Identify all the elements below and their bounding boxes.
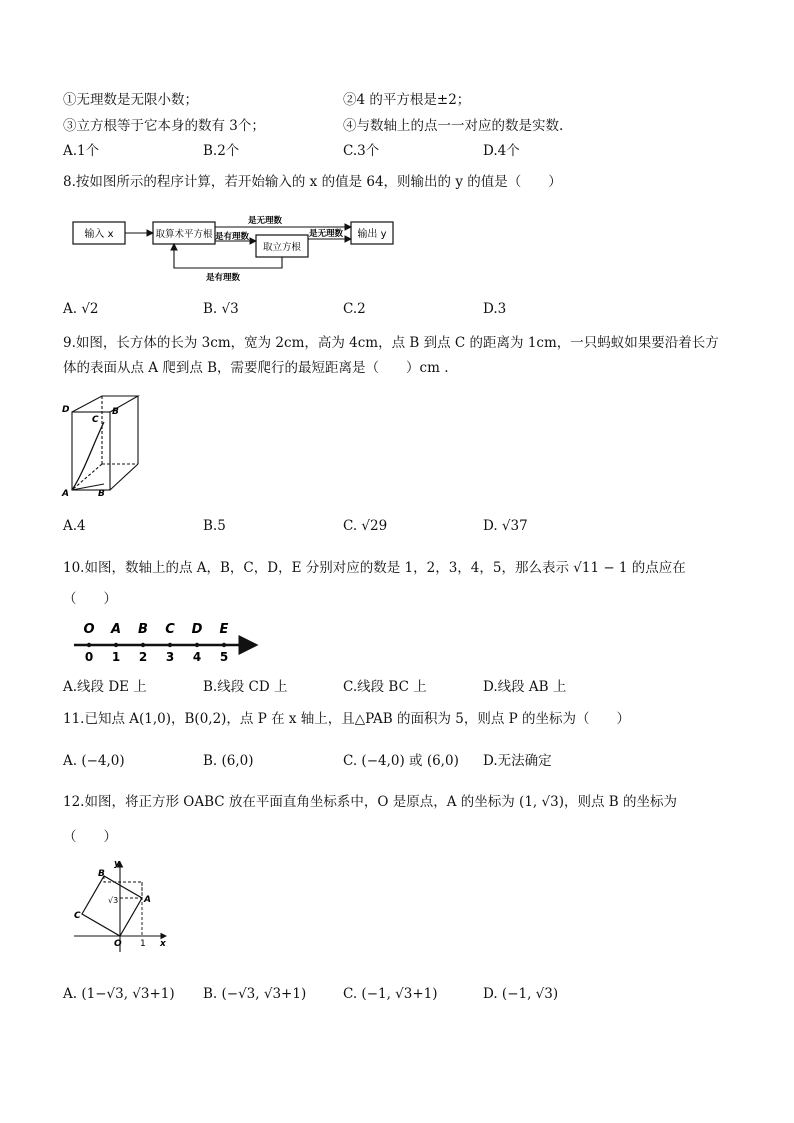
q12-label-o: O bbox=[114, 939, 122, 949]
q7-statement-4: ④与数轴上的点一一对应的数是实数. bbox=[343, 118, 564, 134]
number-line-tick-0: 0 bbox=[84, 650, 94, 664]
q12-label-sqrt3: √3 bbox=[108, 896, 119, 905]
flow-label-irrational-2: 是无理数 bbox=[309, 229, 344, 239]
q8-flowchart bbox=[68, 212, 398, 284]
q11-option-c: C. (−4,0) 或 (6,0) bbox=[343, 753, 459, 769]
number-line-tick-2: 2 bbox=[138, 650, 148, 664]
q12-coordinate-figure bbox=[70, 856, 174, 954]
number-line-label-b: B bbox=[138, 622, 148, 637]
q10-option-a: A.线段 DE 上 bbox=[63, 679, 147, 695]
number-line-point-e bbox=[222, 643, 226, 647]
q8-option-d: D.3 bbox=[483, 301, 507, 317]
number-line-point-a bbox=[114, 643, 118, 647]
q10-option-b: B.线段 CD 上 bbox=[203, 679, 288, 695]
q8-question: 8.按如图所示的程序计算，若开始输入的 x 的值是 64，则输出的 y 的值是（ ） bbox=[63, 174, 562, 190]
q11-option-a: A. (−4,0) bbox=[63, 753, 125, 769]
number-line-label-d: D bbox=[191, 622, 203, 637]
q10-option-c: C.线段 BC 上 bbox=[343, 679, 427, 695]
ant-path-curve bbox=[72, 422, 104, 490]
number-line-point-c bbox=[168, 643, 172, 647]
q9-question-line-1: 9.如图，长方体的长为 3cm，宽为 2cm，高为 4cm，点 B 到点 C 的距离为 1cm，一只蚂蚁如果要沿着长方 bbox=[63, 335, 719, 351]
flow-label-irrational-1: 是无理数 bbox=[248, 216, 283, 226]
number-line-label-e: E bbox=[219, 622, 229, 637]
q7-option-a: A.1个 bbox=[63, 143, 100, 159]
cuboid-label-c: C bbox=[92, 415, 99, 425]
q10-question-line-1: 10.如图，数轴上的点 A，B，C，D，E 分别对应的数是 1，2，3，4，5，那么表示 √11 − 1 的点应在 bbox=[63, 560, 686, 576]
q12-option-c: C. (−1, √3+1) bbox=[343, 986, 438, 1002]
q11-option-b: B. (6,0) bbox=[203, 753, 254, 769]
cuboid-label-b-top: B bbox=[112, 407, 119, 417]
q8-option-b: B. √3 bbox=[203, 301, 239, 317]
cuboid-label-a: A bbox=[62, 489, 69, 499]
number-line-point-o bbox=[87, 643, 91, 647]
q12-question-line-2: （ ） bbox=[63, 829, 117, 845]
flow-input-label: 输入 x bbox=[84, 229, 114, 240]
cuboid-label-b-bottom: B bbox=[98, 489, 105, 499]
number-line-label-a: A bbox=[110, 622, 122, 637]
q12-label-b: B bbox=[98, 869, 105, 879]
q12-label-x: x bbox=[160, 939, 166, 949]
flow-cbrt-label: 取立方根 bbox=[262, 242, 302, 253]
q9-question-line-2: 体的表面从点 A 爬到点 B，需要爬行的最短距离是（ ）cm . bbox=[63, 360, 449, 376]
q10-question-line-2: （ ） bbox=[63, 591, 117, 607]
q12-label-one: 1 bbox=[140, 939, 146, 949]
q12-label-y: y bbox=[114, 859, 120, 869]
flow-sqrt-label: 取算术平方根 bbox=[155, 229, 213, 240]
number-line-point-b bbox=[141, 643, 145, 647]
number-line-label-c: C bbox=[165, 622, 175, 637]
q12-label-c: C bbox=[74, 911, 81, 921]
q7-option-b: B.2个 bbox=[203, 143, 240, 159]
cuboid-hidden-diagonal bbox=[72, 464, 102, 490]
number-line-label-o: O bbox=[83, 622, 95, 637]
q10-number-line bbox=[70, 616, 262, 664]
q9-option-a: A.4 bbox=[63, 518, 86, 534]
number-line-tick-1: 1 bbox=[111, 650, 121, 664]
cuboid-label-d: D bbox=[62, 405, 70, 415]
q12-label-a: A bbox=[144, 895, 151, 905]
q12-option-b: B. (−√3, √3+1) bbox=[203, 986, 307, 1002]
q7-statement-2: ②4 的平方根是±2； bbox=[343, 92, 471, 108]
flow-label-rational-2: 是有理数 bbox=[206, 273, 241, 283]
q7-statement-1: ①无理数是无限小数； bbox=[63, 92, 198, 108]
flow-output-label: 输出 y bbox=[357, 229, 387, 240]
q7-option-d: D.4个 bbox=[483, 143, 520, 159]
q9-cuboid-figure bbox=[60, 392, 150, 500]
q8-option-a: A. √2 bbox=[63, 301, 99, 317]
q8-option-c: C.2 bbox=[343, 301, 366, 317]
number-line-tick-5: 5 bbox=[219, 650, 229, 664]
cuboid-top-edges bbox=[72, 396, 138, 412]
q12-question-line-1: 12.如图，将正方形 OABC 放在平面直角坐标系中，O 是原点，A 的坐标为 (1, √3)，则点 B 的坐标为 bbox=[63, 794, 677, 810]
q9-option-d: D. √37 bbox=[483, 518, 528, 534]
q12-option-d: D. (−1, √3) bbox=[483, 986, 559, 1002]
number-line-tick-3: 3 bbox=[165, 650, 175, 664]
q12-square-oabc bbox=[82, 876, 142, 936]
q11-option-d: D.无法确定 bbox=[483, 753, 552, 769]
q7-option-c: C.3个 bbox=[343, 143, 380, 159]
q9-option-c: C. √29 bbox=[343, 518, 388, 534]
q11-question: 11.已知点 A(1,0)，B(0,2)，点 P 在 x 轴上，且△PAB 的面积为 5，则点 P 的坐标为（ ） bbox=[63, 711, 631, 727]
cuboid-bottom-edge bbox=[110, 464, 138, 490]
q10-option-d: D.线段 AB 上 bbox=[483, 679, 567, 695]
flow-label-rational-1: 是有理数 bbox=[215, 232, 250, 242]
q9-option-b: B.5 bbox=[203, 518, 226, 534]
number-line-tick-4: 4 bbox=[192, 650, 202, 664]
q7-statement-3: ③立方根等于它本身的数有 3个； bbox=[63, 118, 265, 134]
number-line-point-d bbox=[195, 643, 199, 647]
q12-option-a: A. (1−√3, √3+1) bbox=[63, 986, 175, 1002]
